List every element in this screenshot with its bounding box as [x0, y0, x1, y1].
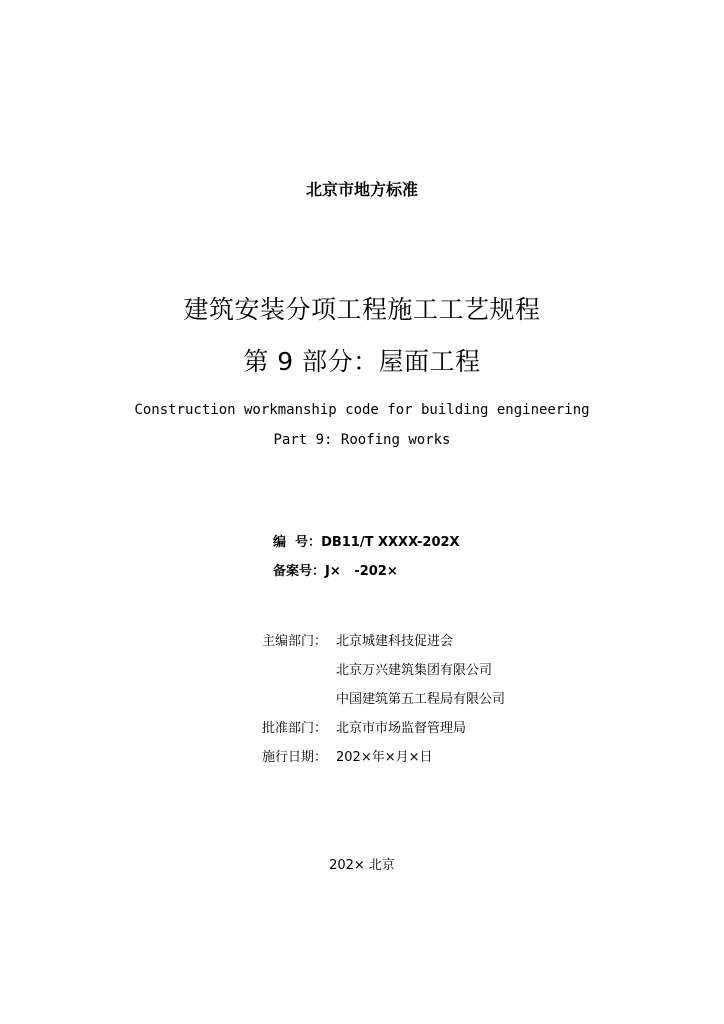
- effective-date-value: 202×年×月×日: [336, 750, 433, 765]
- editor-row: [262, 661, 505, 690]
- department-block: [262, 632, 505, 777]
- record-number-label: 备案号：: [273, 564, 326, 579]
- effective-date-label: 施行日期：: [262, 750, 328, 765]
- approver-label: 批准部门：: [262, 721, 328, 736]
- standard-number-value: DB11/T XXXX-202X: [321, 535, 460, 550]
- record-number-value: J× -202×: [325, 564, 398, 579]
- standard-number-row: [273, 533, 460, 562]
- effective-date-row: [262, 748, 505, 777]
- document-part-title: 第 9 部分：屋面工程: [243, 347, 481, 376]
- editor-name: 北京城建科技促进会: [336, 634, 454, 649]
- document-title: 建筑安装分项工程施工工艺规程: [183, 295, 541, 324]
- standard-number-label: 编 号：: [273, 535, 322, 550]
- editor-name: 中国建筑第五工程局有限公司: [336, 692, 506, 707]
- english-part-title: Part 9: Roofing works: [273, 432, 451, 448]
- approver-name: 北京市市场监督管理局: [336, 721, 467, 736]
- editor-row: [262, 632, 505, 661]
- record-number-row: [273, 562, 460, 591]
- publication-year-place: 202× 北京: [329, 858, 395, 873]
- standard-category-heading: 北京市地方标准: [305, 180, 418, 199]
- english-title: Construction workmanship code for building engineering: [134, 402, 590, 418]
- editor-label: 主编部门：: [262, 634, 328, 649]
- identifier-block: [273, 533, 460, 591]
- approver-row: [262, 719, 505, 748]
- editor-row: [262, 690, 505, 719]
- editor-name: 北京万兴建筑集团有限公司: [336, 663, 493, 678]
